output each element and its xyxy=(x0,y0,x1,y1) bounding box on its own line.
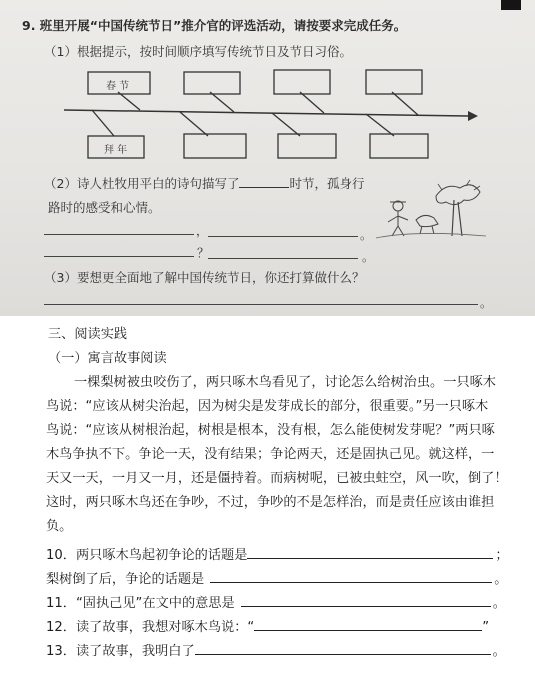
question-9-part-1: （1）根据提示，按时间顺序填写传统节日及节日习俗。 xyxy=(44,44,352,59)
q12-answer-blank[interactable] xyxy=(254,616,482,631)
period-mark-2: 。 xyxy=(362,250,375,264)
top-box-2 xyxy=(184,72,240,94)
answer-line-2[interactable] xyxy=(208,236,358,237)
q13-period: 。 xyxy=(492,644,506,659)
question-9-title: 9. 班里开展“中国传统节日”推介官的评选活动，请按要求完成任务。 xyxy=(22,18,407,33)
q10-prompt: 10．两只啄木鸟起初争论的话题是 xyxy=(46,548,248,563)
bottom-box-1-label: 拜 年 xyxy=(104,145,128,156)
question-9-part-3: （3）要想更全面地了解中国传统节日，你还打算做什么？ xyxy=(44,270,365,285)
q12-close-quote: ” xyxy=(482,620,490,635)
bottom-box-4 xyxy=(370,134,428,158)
section-title: 三、阅读实践 xyxy=(48,327,128,342)
q10-answer-blank-2[interactable] xyxy=(210,568,492,583)
period-mark-3: 。 xyxy=(480,296,493,310)
bottom-box-3 xyxy=(278,134,336,158)
period-mark-1: 。 xyxy=(360,228,373,242)
q10-answer-blank-1[interactable] xyxy=(247,544,493,559)
top-branch-4 xyxy=(392,92,418,115)
q13-prompt: 13．读了故事，我明白了 xyxy=(46,644,195,659)
top-branch-1 xyxy=(118,92,140,110)
q13-answer-blank[interactable] xyxy=(195,640,491,655)
q11-answer-blank[interactable] xyxy=(241,592,491,607)
question-9-part-2 xyxy=(44,174,364,192)
paragraph-line: 鸟说：“应该从树根治起，树根是根本，没有根，怎么能使树发芽呢？”两只啄 xyxy=(46,423,495,438)
top-branch-2 xyxy=(210,92,234,112)
paragraph-line: 一棵梨树被虫咬伤了，两只啄木鸟看见了，讨论怎么给树治虫。一只啄木 xyxy=(74,375,496,390)
q9-2-text-after: 时节，孤身行 xyxy=(289,176,365,191)
paragraph-line: 天又一天，一月又一月，还是僵持着。而病树呢，已被虫蛀空，风一吹，倒了！ xyxy=(46,471,508,486)
top-box-3 xyxy=(274,70,330,94)
poem-illustration-icon xyxy=(376,176,486,242)
answer-line-4[interactable] xyxy=(208,258,358,259)
question-13 xyxy=(46,640,506,661)
top-box-1-label: 春 节 xyxy=(106,81,130,92)
paragraph-line: 负。 xyxy=(46,519,73,534)
answer-line-3[interactable] xyxy=(44,256,194,257)
question-9-part-2-line-2: 路时的感受和心情。 xyxy=(48,200,161,215)
q9-2-text-before: （2）诗人杜牧用平白的诗句描写了 xyxy=(44,176,240,191)
top-branch-3 xyxy=(300,92,324,113)
bottom-box-2 xyxy=(184,134,246,158)
fishbone-diagram xyxy=(0,0,535,170)
q11-prompt: 11．“固执己见”在文中的意思是 xyxy=(46,596,235,611)
answer-line-1[interactable] xyxy=(44,234,194,235)
paragraph-line: 这时，两只啄木鸟还在争吵，不过，争吵的不是怎样治，而是责任应该由谁担 xyxy=(46,495,495,510)
q10-period: 。 xyxy=(494,572,508,587)
question-mark: ？ xyxy=(197,246,210,260)
q10-prompt-2: 梨树倒了后，争论的话题是 xyxy=(46,572,205,587)
question-12 xyxy=(46,616,489,637)
worksheet-photo xyxy=(0,0,535,316)
q9-2-blank[interactable] xyxy=(239,176,289,188)
bottom-branch-1 xyxy=(92,110,114,136)
comma-mark: ， xyxy=(196,224,209,238)
paragraph-line: 木鸟争执不下。争论一天，没有结果；争论两天，还是固执己见。就这样，一 xyxy=(46,447,495,462)
question-11 xyxy=(46,592,506,613)
q11-period: 。 xyxy=(492,596,506,611)
subsection-title: （一）寓言故事阅读 xyxy=(48,351,167,366)
q12-prompt: 12．读了故事，我想对啄木鸟说：“ xyxy=(46,620,255,635)
bottom-branch-4 xyxy=(366,114,394,136)
bottom-branch-3 xyxy=(272,113,300,136)
diagram-arrow xyxy=(468,111,478,121)
question-10-line-1 xyxy=(46,544,509,565)
q10-semicolon: ； xyxy=(495,548,509,563)
answer-line-5[interactable] xyxy=(44,304,478,305)
bottom-branch-2 xyxy=(180,112,208,136)
top-box-4 xyxy=(366,70,422,94)
question-10-line-2 xyxy=(46,568,507,589)
diagram-spine xyxy=(64,110,468,116)
paragraph-line: 鸟说：“应该从树尖治起，因为树尖是发芽成长的部分，很重要。”另一只啄木 xyxy=(46,399,489,414)
